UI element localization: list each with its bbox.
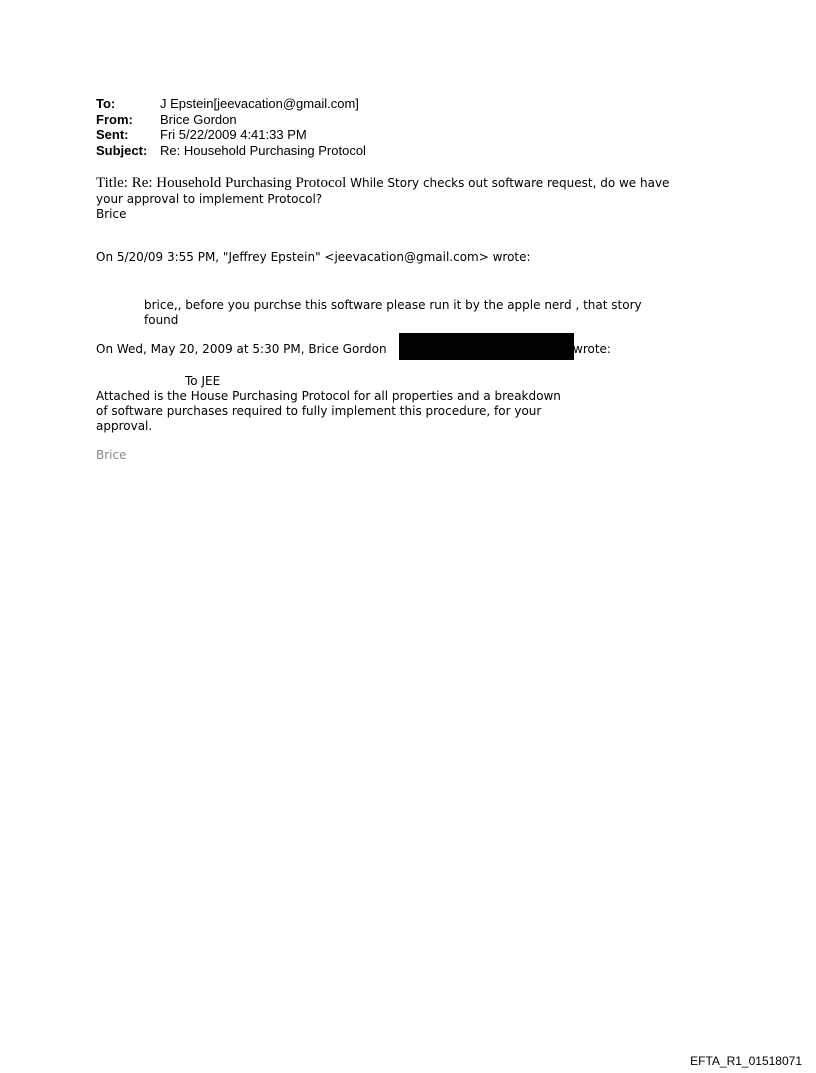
sent-label: Sent: (96, 127, 129, 142)
quote-1-body (144, 298, 642, 328)
quote-2-attribution-end: wrote: (573, 342, 611, 356)
from-row (96, 112, 366, 128)
sent-value: Fri 5/22/2009 4:41:33 PM (160, 127, 307, 142)
document-id: EFTA_R1_01518071 (690, 1054, 802, 1068)
from-label: From: (96, 111, 133, 127)
sent-row (96, 127, 366, 143)
message-title: Title: Re: Household Purchasing Protocol (96, 175, 347, 191)
quote-2-line-3: approval. (96, 419, 153, 433)
message-line-2: your approval to implement Protocol? (96, 192, 323, 206)
quote-1-line-2: found (144, 313, 179, 327)
quote-2-line-2: of software purchases required to fully implement this procedure, for your (96, 404, 542, 418)
quote-1-line-1: brice,, before you purchse this software please run it by the apple nerd , that story (144, 298, 642, 312)
redaction-block (399, 333, 574, 360)
quote-2-attribution-start: On Wed, May 20, 2009 at 5:30 PM, Brice Gordon (96, 342, 387, 356)
quote-2-line-1: Attached is the House Purchasing Protocol for all properties and a breakdown (96, 389, 561, 403)
subject-label: Subject: (96, 142, 148, 158)
quote-2-signature: Brice (96, 448, 127, 462)
quote-2-attribution (96, 342, 387, 357)
message-first-line (96, 175, 669, 192)
to-row (96, 96, 366, 112)
quote-1-attribution: On 5/20/09 3:55 PM, "Jeffrey Epstein" <jeevacation@gmail.com> wrote: (96, 250, 531, 264)
quote-2-greeting: To JEE (185, 374, 221, 388)
message-line-1: While Story checks out software request, do we have (346, 176, 670, 190)
subject-value: Re: Household Purchasing Protocol (160, 142, 366, 158)
message-body (96, 175, 669, 222)
subject-row (96, 143, 366, 159)
quote-2-body (96, 389, 561, 434)
from-value: Brice Gordon (160, 111, 237, 127)
to-label: To: (96, 96, 116, 111)
email-header (96, 96, 366, 158)
to-value: J Epstein[jeevacation@gmail.com] (160, 96, 359, 111)
message-signoff: Brice (96, 207, 127, 221)
